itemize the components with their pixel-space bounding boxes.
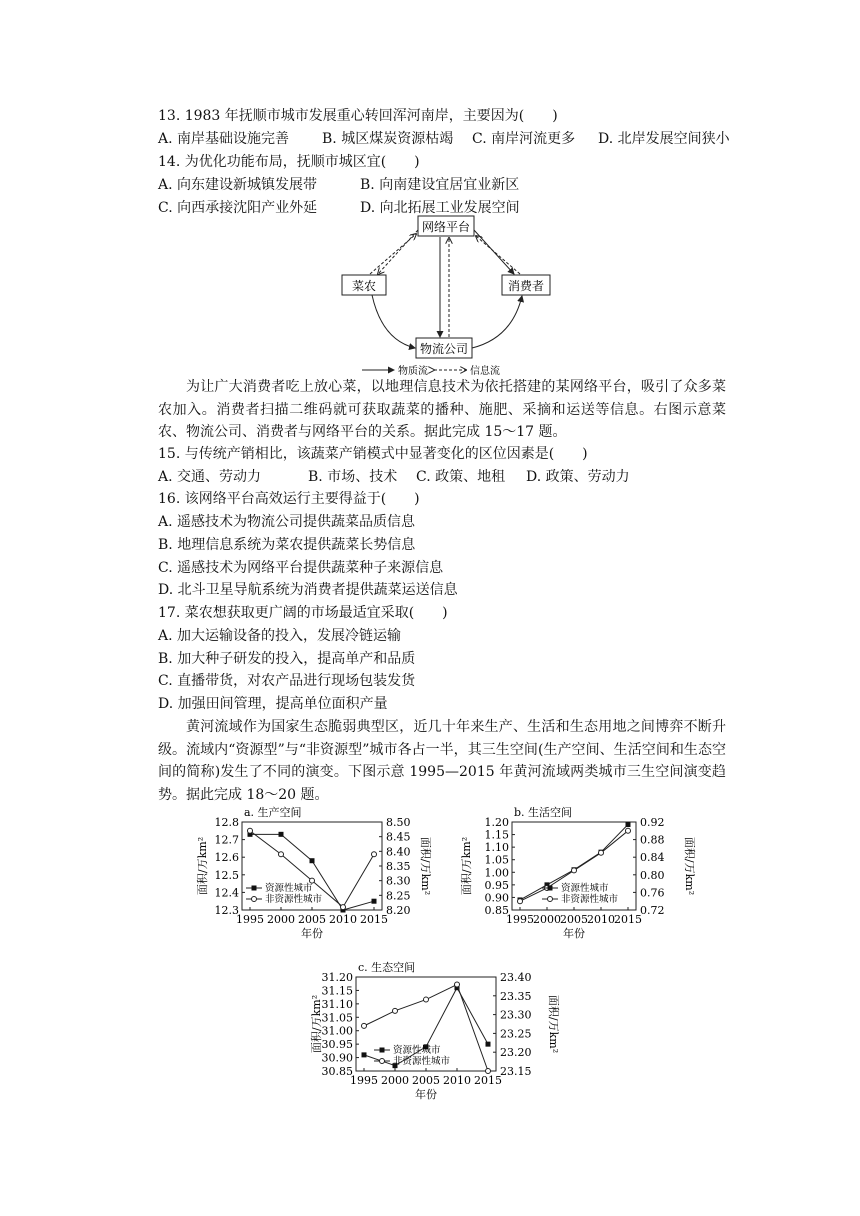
y-tick-label: 0.85	[484, 904, 509, 917]
data-point-square	[372, 899, 377, 904]
q14-option-a: A. 向东建设新城镇发展带	[158, 177, 318, 193]
q15-option-b: B. 市场、技术	[308, 469, 398, 485]
q14-option-d: D. 向北拓展工业发展空间	[360, 200, 520, 216]
svg-text:信息流: 信息流	[470, 366, 500, 377]
q15-option-a: A. 交通、劳动力	[158, 469, 262, 485]
y2-axis-label: 面积/万km²	[683, 836, 696, 896]
x-tick-label: 2010	[329, 913, 357, 926]
arrow-consumer-platform	[476, 236, 520, 274]
q14-option-c: C. 向西承接沈阳产业外延	[158, 200, 318, 216]
y-tick-label: 31.20	[321, 971, 353, 984]
y-tick-label: 12.5	[214, 868, 239, 882]
data-point-circle	[626, 828, 631, 833]
q13-option-d: D. 北岸发展空间狭小	[598, 131, 730, 147]
legend-label: 非资源性城市	[561, 894, 619, 905]
data-point-square	[279, 832, 284, 837]
q15-stem: 15. 与传统产销相比，该蔬菜产销模式中显著变化的区位因素是( )	[158, 446, 588, 462]
y-tick-label: 1.20	[484, 816, 509, 829]
y2-tick-label: 8.30	[386, 874, 411, 888]
y-tick-label: 12.7	[214, 833, 239, 847]
arrow-farmer-platform	[370, 234, 416, 274]
y-tick-label: 31.15	[321, 984, 353, 998]
y2-tick-label: 0.80	[640, 868, 665, 882]
legend-marker-circle	[548, 897, 553, 902]
svg-text:物流公司: 物流公司	[419, 342, 469, 356]
arrow-logistics-consumer	[472, 296, 522, 348]
q17-stem: 17. 菜农想获取更广阔的市场最适宜采取( )	[158, 605, 448, 621]
y-tick-label: 1.00	[484, 866, 509, 880]
q16-option-c: C. 遥感技术为网络平台提供蔬菜种子来源信息	[158, 560, 444, 576]
arrow-platform-consumer	[474, 230, 514, 274]
legend-label: 资源性城市	[393, 1045, 441, 1056]
data-point-circle	[372, 852, 377, 857]
chart-production-space	[196, 800, 432, 950]
y2-tick-label: 23.30	[500, 1008, 532, 1022]
q14-options-row1	[158, 175, 519, 195]
y2-tick-label: 23.35	[500, 989, 532, 1003]
data-point-square	[486, 1042, 491, 1047]
svg-text:消费者: 消费者	[507, 279, 545, 293]
data-point-circle	[341, 905, 346, 910]
q16-option-b: B. 地理信息系统为菜农提供蔬菜长势信息	[158, 537, 416, 553]
x-tick-label: 2015	[474, 1074, 502, 1087]
q13-option-a: A. 南岸基础设施完善	[158, 131, 290, 147]
flow-diagram	[330, 212, 560, 378]
q17-option-c: C. 直播带货，对农产品进行现场包装发货	[158, 673, 416, 689]
x-tick-label: 1995	[506, 913, 534, 926]
data-point-circle	[572, 868, 577, 873]
y-tick-label: 12.6	[214, 851, 239, 865]
legend-marker-square	[380, 1048, 385, 1053]
data-point-circle	[362, 1023, 367, 1028]
passage-yellow-river: 黄河流域作为国家生态脆弱典型区，近几十年来生产、生活和生态用地之间博弈不断升级。流域内“资源型”与“非资源型”城市各占一半，其三生空间(生产空间、生活空间和生态空间的简称)发生了不同的演变。下图示意 1995—2015 年黄河流域两类城市三生空间演变趋势。据此完成 18～20 题。	[158, 719, 726, 803]
q14-stem: 14. 为优化功能布局，抚顺市城区宜( )	[158, 154, 420, 170]
svg-text:物质流: 物质流	[398, 366, 428, 377]
y2-tick-label: 8.50	[386, 816, 411, 829]
data-point-circle	[393, 1008, 398, 1013]
x-tick-label: 2000	[267, 913, 295, 926]
x-axis-label: 年份	[415, 1088, 437, 1100]
y2-tick-label: 0.88	[640, 833, 665, 847]
y-axis-label: 面积/万km²	[310, 994, 323, 1054]
y2-tick-label: 8.40	[386, 845, 411, 859]
q13-options	[158, 129, 730, 149]
q13-option-b: B. 城区煤炭资源枯竭	[322, 131, 454, 147]
y2-tick-label: 0.76	[640, 886, 665, 900]
y2-tick-label: 8.25	[386, 889, 411, 903]
q17-option-d: D. 加强田间管理，提高单位面积产量	[158, 696, 388, 712]
node-farmer	[342, 275, 386, 295]
y-tick-label: 31.05	[321, 1011, 353, 1025]
arrow-platform-farmer	[378, 230, 418, 274]
x-tick-label: 2010	[587, 913, 615, 926]
q13-option-c: C. 南岸河流更多	[472, 131, 576, 147]
y2-tick-label: 8.20	[386, 904, 411, 917]
q15-options	[158, 467, 630, 487]
legend-label: 非资源性城市	[393, 1056, 451, 1067]
x-axis-label: 年份	[301, 927, 323, 940]
x-tick-label: 1995	[236, 913, 264, 926]
x-axis-label: 年份	[563, 927, 585, 940]
chart-title: a. 生产空间	[244, 806, 302, 819]
chart-ecological-space	[310, 955, 560, 1100]
y2-axis-label: 面积/万km²	[547, 994, 560, 1054]
q17-option-b: B. 加大种子研发的投入，提高单产和品质	[158, 651, 416, 667]
y-tick-label: 1.15	[484, 828, 509, 842]
y2-tick-label: 0.72	[640, 904, 665, 917]
y-tick-label: 30.90	[321, 1051, 353, 1065]
y-tick-label: 31.00	[321, 1024, 353, 1038]
chart-living-space	[460, 800, 696, 950]
x-tick-label: 2015	[614, 913, 642, 926]
x-tick-label: 2000	[381, 1074, 409, 1087]
q13-stem: 13. 1983 年抚顺市城市发展重心转回浑河南岸，主要因为( )	[158, 108, 558, 124]
q14-option-b: B. 向南建设宜居宜业新区	[360, 177, 520, 193]
data-point-circle	[518, 899, 523, 904]
data-point-circle	[455, 982, 460, 987]
legend-marker-circle	[380, 1059, 385, 1064]
node-consumer	[502, 275, 550, 295]
q16-stem: 16. 该网络平台高效运行主要得益于( )	[158, 491, 420, 507]
y2-tick-label: 0.84	[640, 851, 665, 865]
chart-title: c. 生态空间	[358, 961, 416, 974]
y-axis-label: 面积/万km²	[196, 836, 209, 896]
legend-label: 非资源性城市	[265, 894, 323, 905]
y2-tick-label: 23.25	[500, 1027, 532, 1041]
y-tick-label: 1.05	[484, 853, 509, 867]
legend-marker-square	[548, 886, 553, 891]
q16-option-d: D. 北斗卫星导航系统为消费者提供蔬菜运送信息	[158, 582, 458, 598]
data-point-circle	[599, 850, 604, 855]
y-tick-label: 12.4	[214, 886, 239, 900]
y2-tick-label: 0.92	[640, 816, 665, 829]
y2-tick-label: 23.40	[500, 971, 532, 984]
legend-marker-circle	[252, 897, 257, 902]
data-point-circle	[424, 997, 429, 1002]
x-tick-label: 2005	[298, 913, 326, 926]
x-tick-label: 2005	[560, 913, 588, 926]
x-tick-label: 2015	[360, 913, 388, 926]
y-tick-label: 0.95	[484, 878, 509, 892]
passage-vegetable-platform: 为让广大消费者吃上放心菜，以地理信息技术为依托搭建的某网络平台，吸引了众多菜农加入。消费者扫描二维码就可获取蔬菜的播种、施肥、采摘和运送等信息。右图示意菜农、物流公司、消费者与网络平台的关系。据此完成 15～17 题。	[158, 379, 726, 440]
legend-marker-square	[252, 886, 257, 891]
y2-tick-label: 8.35	[386, 860, 411, 873]
x-tick-label: 1995	[350, 1074, 378, 1087]
q15-option-c: C. 政策、地租	[416, 469, 506, 485]
y-tick-label: 1.10	[484, 841, 509, 855]
y2-tick-label: 8.45	[386, 830, 411, 844]
y2-tick-label: 23.15	[500, 1065, 532, 1078]
q15-option-d: D. 政策、劳动力	[526, 469, 630, 485]
y-tick-label: 12.8	[214, 816, 239, 829]
y-tick-label: 30.85	[321, 1065, 353, 1078]
x-tick-label: 2005	[412, 1074, 440, 1087]
data-point-circle	[248, 828, 253, 833]
chart-title: b. 生活空间	[514, 806, 573, 819]
y-tick-label: 30.95	[321, 1038, 353, 1052]
data-point-circle	[279, 852, 284, 857]
y-tick-label: 0.90	[484, 891, 509, 905]
legend-label: 资源性城市	[265, 883, 313, 894]
q16-option-a: A. 遥感技术为物流公司提供蔬菜品质信息	[158, 514, 416, 530]
y-axis-label: 面积/万km²	[460, 836, 473, 896]
y-tick-label: 31.10	[321, 997, 353, 1011]
svg-text:菜农: 菜农	[351, 279, 377, 293]
y2-axis-label: 面积/万km²	[419, 836, 432, 896]
data-point-square	[310, 858, 315, 863]
y2-tick-label: 23.20	[500, 1046, 532, 1060]
data-point-circle	[486, 1069, 491, 1074]
legend-label: 资源性城市	[561, 883, 609, 894]
data-point-square	[626, 822, 631, 827]
data-point-square	[362, 1052, 367, 1057]
svg-text:网络平台: 网络平台	[421, 220, 471, 234]
node-platform	[418, 216, 474, 236]
q17-option-a: A. 加大运输设备的投入，发展冷链运输	[158, 628, 402, 644]
x-tick-label: 2010	[443, 1074, 471, 1087]
y-tick-label: 12.3	[214, 904, 239, 917]
x-tick-label: 2000	[533, 913, 561, 926]
arrow-farmer-logistics	[372, 295, 415, 348]
node-logistics	[416, 338, 472, 358]
